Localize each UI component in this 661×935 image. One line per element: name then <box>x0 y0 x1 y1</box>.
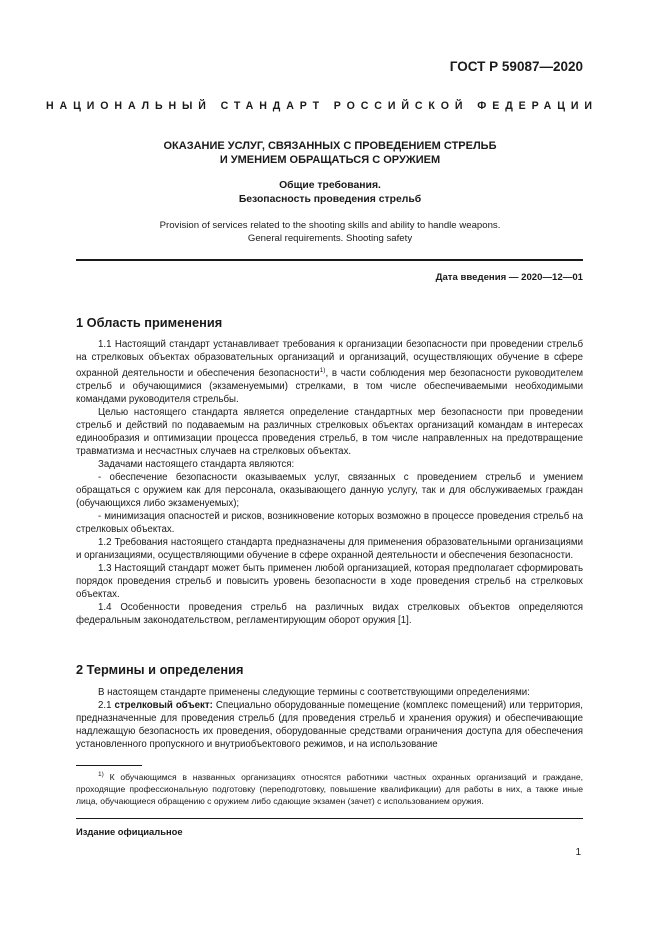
section-1-heading: 1 Область применения <box>76 315 223 330</box>
english-title <box>60 219 600 245</box>
footer-divider <box>76 818 583 819</box>
document-subtitle <box>60 179 600 207</box>
footnote-mark: 1) <box>98 771 104 778</box>
title-line-1: ОКАЗАНИЕ УСЛУГ, СВЯЗАННЫХ С ПРОВЕДЕНИЕМ СТРЕЛЬБ <box>163 140 497 152</box>
paragraph-1-1: 1.1 Настоящий стандарт устанавливает требования к организации безопасности при проведении стрельб на стрелковых объектах образовательных организаций и организаций, осуществляющих обучение в сфере охранной деятельности и обеспечения безопасности$^{1)}$, в части соблюдения мер безопасности руководителем стрельб и обучающимися (экзаменуемыми) стрелками, в том числе обеспечиваемыми необходимыми командами руководителя стрельбы. <box>76 339 583 406</box>
list-item-task-1: - обеспечение безопасности оказываемых услуг, связанных с проведением стрельб и умением обращаться с оружием как для персонала, оказывающего данную услугу, так и для обслуживаемых граждан (обучающихся либо экзаменуемых); <box>76 472 583 510</box>
paragraph-tasks: Задачами настоящего стандарта являются: <box>98 459 295 471</box>
section-2-heading: 2 Термины и определения <box>76 662 244 677</box>
paragraph-1-4: 1.4 Особенности проведения стрельб на различных видах стрелковых объектов определяются федеральным законодательством, регламентирующим оборот оружия [1]. <box>76 602 583 627</box>
footnote-ref[interactable]: 1) <box>319 367 326 374</box>
subtitle-line-2: Безопасность проведения стрельб <box>238 194 422 205</box>
footnote-divider <box>76 765 142 766</box>
footnote: $^{1)}$ К обучающимся в названных организациях относятся работники частных охранных организаций и граждане, проходящие профессиональную подготовку (переподготовку, повышение квалификации) для работы в них, а также иные лица, обучающиеся обращению с оружием либо сдающие экзамен (зачет) с использованием оружия. <box>76 771 583 806</box>
official-edition-label: Издание официальное <box>76 826 183 837</box>
english-title-line-2: General requirements. Shooting safety <box>247 233 413 244</box>
paragraph-1-3: 1.3 Настоящий стандарт может быть применен любой организацией, которая предполагает сформировать порядок проведения стрельб и повысить уровень безопасности в ходе проведения стрельб на стрелковых объектах. <box>76 563 583 601</box>
standard-code: ГОСТ Р 59087—2020 <box>449 59 583 74</box>
paragraph-1-2: 1.2 Требования настоящего стандарта предназначены для применения образовательными организациями и организациями, осуществляющими обучение в сфере охранной деятельности и обеспечения безопасности. <box>76 537 583 562</box>
paragraph-2-1: 2.1 стрелковый объект: Специально оборудованные помещение (комплекс помещений) или территория, предназначенные для проведения стрельб (для проведения стрельб и хранения оружия) и обеспечивающие надлежащую безопасность их проведения, оборудованные средствами ограничения доступа для обеспечения установленного пропускного и внутриобъектового режимов, и на использование <box>76 700 583 750</box>
title-line-2: И УМЕНИЕМ ОБРАЩАТЬСЯ С ОРУЖИЕМ <box>219 154 441 166</box>
page-number: 1 <box>575 847 581 858</box>
section-2-body <box>76 686 583 751</box>
list-item-task-2: - минимизация опасностей и рисков, возникновение которых возможно в процессе проведения стрельб на стрелковых объектах. <box>76 511 583 536</box>
section-1-body <box>76 338 583 627</box>
subtitle-line-1: Общие требования. <box>279 180 381 191</box>
title-divider <box>76 259 583 261</box>
english-title-line-1: Provision of services related to the shooting skills and ability to handle weapons. <box>159 220 501 231</box>
document-title <box>60 139 600 167</box>
introduction-date: Дата введения — 2020—12—01 <box>435 272 583 283</box>
paragraph-terms-intro: В настоящем стандарте применены следующие термины с соответствующими определениями: <box>98 687 530 698</box>
paragraph-purpose: Целью настоящего стандарта является определение стандартных мер безопасности при проведении стрельб и действий по подаваемым на различных стрелковых объектах организаций командам в интересах единообразия и оптимизации процесса проведения стрельб, в том числе направленных на предотвращение травматизма и несчастных случаев на стрелковых объектах. <box>76 407 583 458</box>
national-standard-banner: НАЦИОНАЛЬНЫЙ СТАНДАРТ РОССИЙСКОЙ ФЕДЕРАЦИИ <box>46 100 598 112</box>
term-shooting-facility: стрелковый объект: <box>114 700 213 711</box>
